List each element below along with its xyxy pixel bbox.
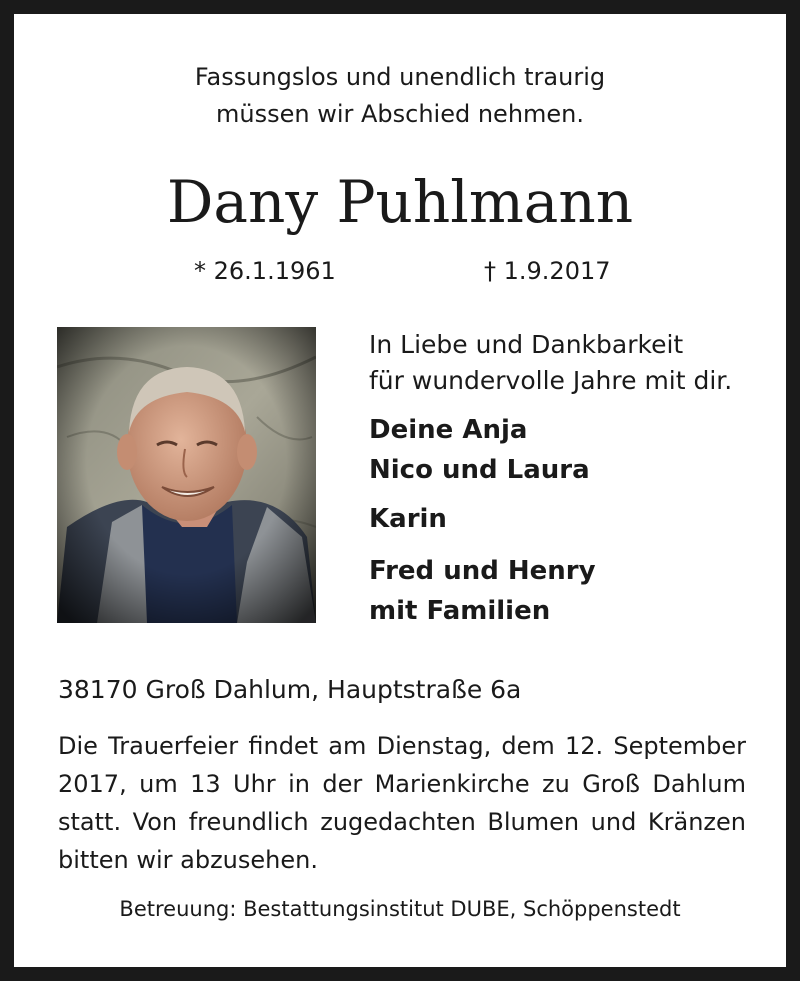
- mourner-name: Nico und Laura: [369, 455, 590, 485]
- intro-line-1: Fassungslos und unendlich traurig: [194, 63, 606, 91]
- intro-text: [14, 59, 786, 133]
- dedication-line-1: In Liebe und Dankbarkeit: [369, 330, 684, 359]
- dedication-text: [369, 327, 732, 399]
- dedication-line-2: für wundervolle Jahre mit dir.: [369, 366, 733, 395]
- mourner-name: Karin: [369, 504, 447, 534]
- mourner-name: mit Familien: [369, 596, 551, 626]
- mourner-name: Deine Anja: [369, 415, 528, 445]
- deceased-name: Dany Puhlmann: [166, 168, 634, 236]
- funeral-home-credit: Betreuung: Bestattungsinstitut DUBE, Schöppenstedt: [119, 897, 681, 921]
- mourner-name: Fred und Henry: [369, 556, 596, 586]
- death-date: † 1.9.2017: [484, 257, 611, 285]
- intro-line-2: müssen wir Abschied nehmen.: [215, 100, 585, 128]
- funeral-notice: Die Trauerfeier findet am Dienstag, dem 12. September 2017, um 13 Uhr in der Marienkirche zu Groß Dahlum statt. Von freundlich zugedachten Blumen und Kränzen bitten wir abzusehen.: [58, 732, 746, 874]
- birth-date: * 26.1.1961: [194, 257, 336, 285]
- portrait-photo: [57, 327, 316, 623]
- family-address: 38170 Groß Dahlum, Hauptstraße 6a: [58, 675, 522, 704]
